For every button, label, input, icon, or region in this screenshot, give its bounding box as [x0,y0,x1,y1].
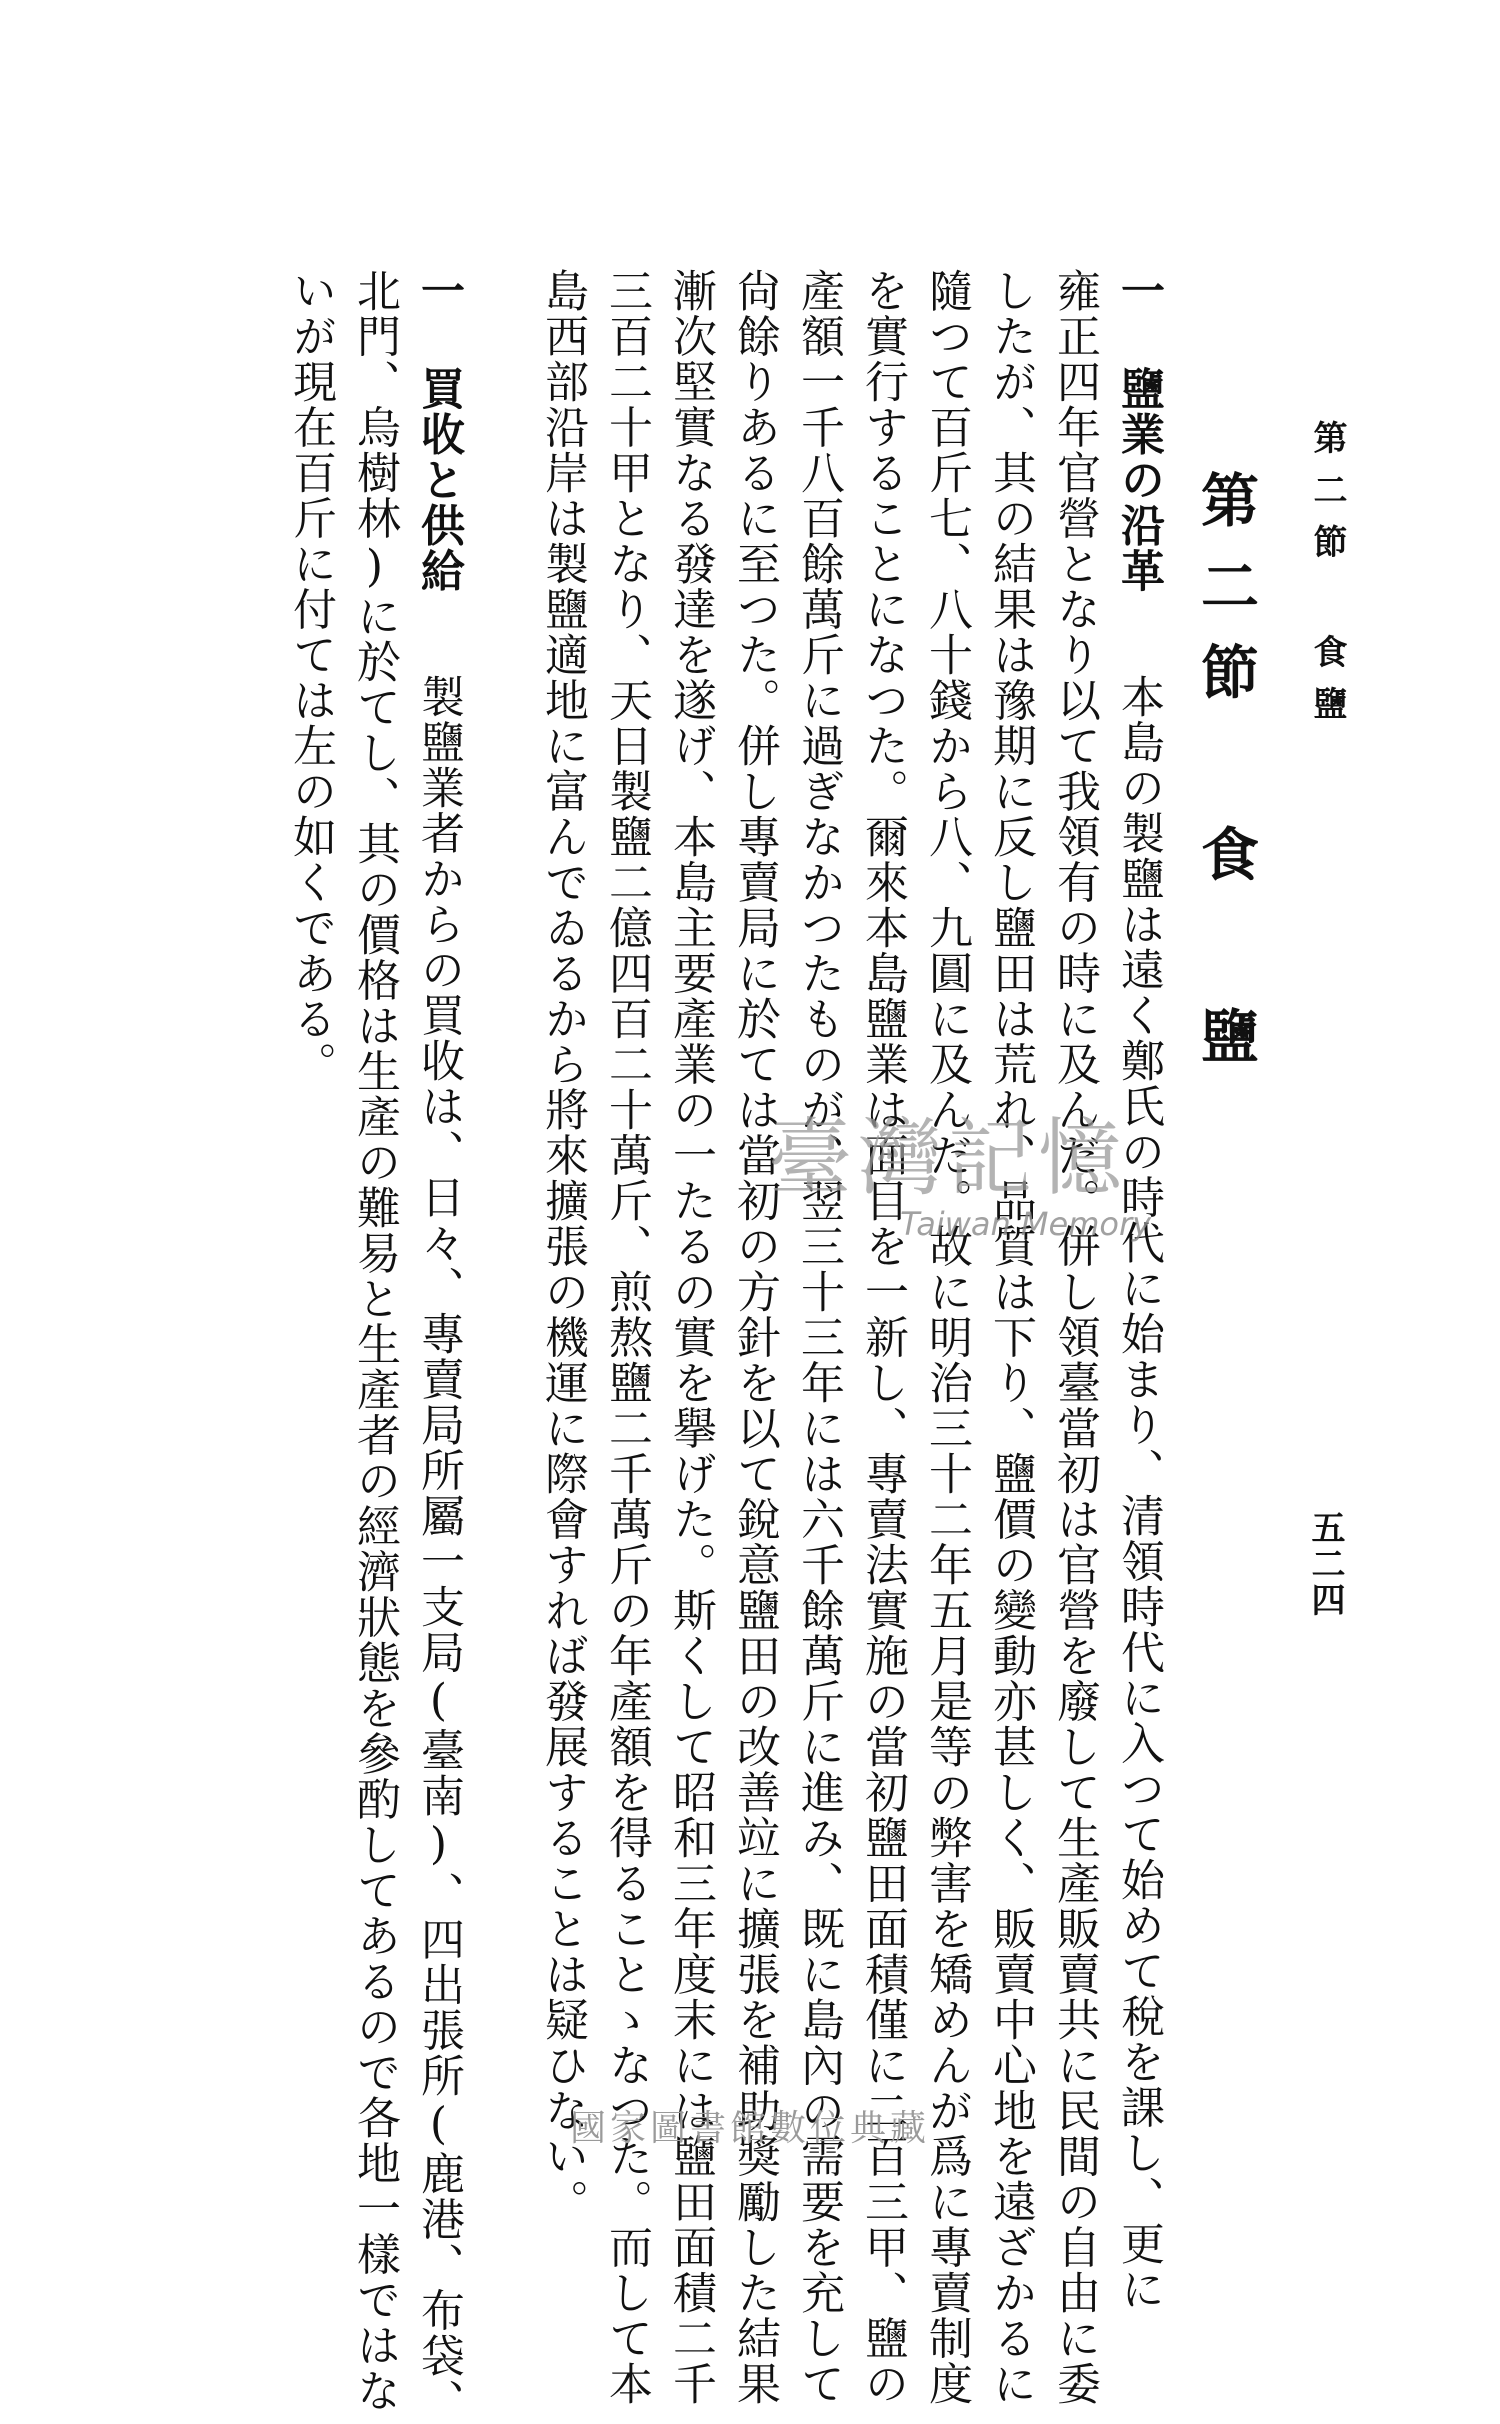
paragraph-text: 產額一千八百餘萬斤に過ぎなかつたものが、翌三十三年には六千餘萬斤に進み、既に島內の需要を充して [793,268,844,2407]
paragraph-text: 漸次堅實なる發達を遂げ、本島主要產業の一たるの實を擧げた。斯くして昭和三年度末には鹽田面積二千 [665,268,716,2407]
text-column-9 [596,268,656,2407]
text-column-10 [532,268,592,2225]
text-column-11 [408,268,468,2424]
paragraph-text: 製鹽業者からの買收は、日々、專賣局所屬一支局(臺南)、四出張所(鹿港、布袋、 [413,674,464,2424]
paragraph-text: 尙餘りあるに至つた。併し專賣局に於ては當初の方針を以て銳意鹽田の改善竝に擴張を補助獎勵した結果 [729,268,780,2407]
paragraph-text: 三百二十甲となり、天日製鹽二億四百二十萬斤、煎熬鹽二千萬斤の年產額を得ることゝなつた。而して本 [601,268,652,2407]
paragraph-text: 本島の製鹽は遠く鄭氏の時代に始まり、清領時代に入つて始めて稅を課し、更に [1113,674,1164,2312]
watermark-main-text: 臺灣記憶 [768,1109,1129,1207]
heading-marker: 一 [413,268,464,314]
text-column-13 [280,268,340,1958]
text-column-12 [344,268,404,2414]
paragraph-text: したが、其の結果は豫期に反し鹽田は荒れ、品質は下り、鹽價の變動亦甚しく、販賣中心地を遠ざかるに [985,268,1036,2407]
paragraph-text: いが現在百斤に付ては左の如くである。 [285,268,336,1087]
running-head: 第二節 食鹽 [1307,420,1347,738]
paragraph-text: 島西部沿岸は製鹽適地に富んでゐるから將來擴張の機運に際會すれば發展することは疑ひない。 [537,268,588,2225]
paragraph-text: 隨つて百斤七、八十錢から八、九圓に及んだ。故に明治三十二年五月是等の弊害を矯めんが爲に專賣制度 [921,268,972,2407]
paragraph-text: を實行することになつた。爾來本島鹽業は面目を一新し、專賣法實施の當初鹽田面積僅に二百三甲、鹽の [857,268,908,2407]
text-column-8 [660,268,720,2407]
watermark-sub-text: Taiwan Memory [900,1205,1152,1243]
section-title: 第二節 食 鹽 [1191,470,1259,1092]
paragraph-text: 雍正四年官營となり以て我領有の時に及んだ。併し領臺當初は官營を廢して生產販賣共に民間の自由に委 [1049,268,1100,2407]
page-number: 五二四 [1305,1510,1345,1618]
paragraph-text: 北門、烏樹林)に於てし、其の價格は生產の難易と生產者の經濟狀態を參酌してあるので各地一樣ではな [349,268,400,2414]
section-heading-purchase: 買收と供給 [413,366,464,594]
heading-marker: 一 [1113,268,1164,314]
library-footer: 國家圖書館數位典藏 [569,2108,930,2149]
taiwan-memory-watermark [760,1095,1210,1255]
section-heading-salt-history: 鹽業の沿革 [1113,366,1164,594]
